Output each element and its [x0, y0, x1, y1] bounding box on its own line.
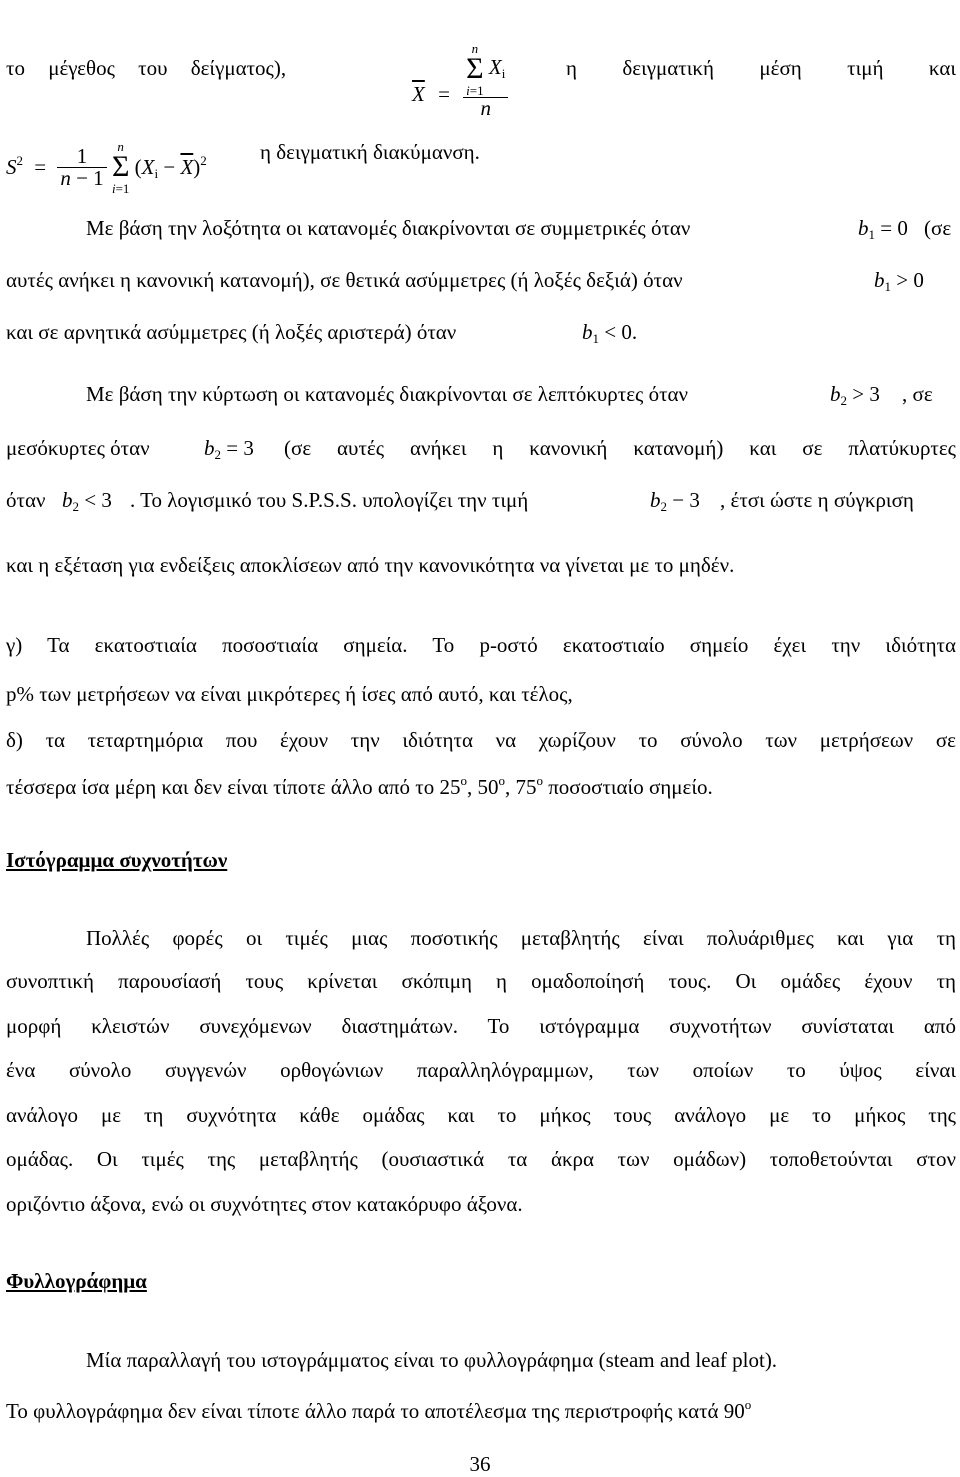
line-text: ομάδας. Οι τιμές της μεταβλητής (ουσιαστικά τα άκρα των ομάδων) τοποθετούνται στον — [6, 1147, 956, 1171]
percentile-line — [6, 774, 713, 798]
line-text: μορφή κλειστών συνεχόμενων διαστημάτων. Το ιστόγραμμα συχνοτήτων συνίσταται από — [6, 1014, 956, 1038]
line-text: ανάλογο με τη συχνότητα κάθε ομάδας και το μήκος τους ανάλογο με το μήκος της — [6, 1103, 956, 1127]
line-text: , 75 — [504, 775, 537, 799]
section-heading-histogram: Ιστόγραμμα συχνοτήτων — [6, 848, 228, 872]
line-text: μεσόκυρτες όταν — [6, 436, 150, 460]
line-text: , σε — [902, 382, 933, 406]
excess-kurtosis-formula: $b_2 - 3$ — [650, 488, 700, 514]
line-text: ένα σύνολο συγγενών ορθογώνιων παραλληλόγραμμων, των οποίων το ύψος είναι — [6, 1058, 956, 1082]
line-text: Με βάση την λοξότητα οι κατανομές διακρίνονται σε συμμετρικές όταν — [86, 216, 691, 240]
line-text: Πολλές φορές οι τιμές μιας ποσοτικής μεταβλητής είναι πολυάριθμες και για τη — [86, 926, 956, 950]
line-text: όταν — [6, 488, 46, 512]
line-text: τέσσερα ίσα μέρη και δεν είναι τίποτε άλλο από το 25 — [6, 775, 461, 799]
kurtosis-meso-formula: $b_2 = 3$ — [204, 436, 254, 462]
line-text-with-sup — [6, 1398, 751, 1422]
kurtosis-lepto-formula: $b_2 > 3$ — [830, 382, 880, 408]
line-text: , 50 — [466, 775, 499, 799]
line-text: γ) Τα εκατοστιαία ποσοστιαία σημεία. Το p-οστό εκατοστιαίο σημείο έχει την ιδιότητα — [6, 633, 956, 657]
skew-positive-formula: $b_1 > 0$ — [874, 268, 924, 294]
line-text: η δειγματική μέση τιμή και — [566, 56, 956, 80]
line-text: Με βάση την κύρτωση οι κατανομές διακρίνονται σε λεπτόκυρτες όταν — [86, 382, 689, 406]
line-text: το μέγεθος του δείγματος), — [6, 56, 287, 80]
line-text: η δειγματική διακύμανση. — [260, 140, 480, 164]
line-text: . Το λογισμικό του S.P.S.S. υπολογίζει την τιμή — [130, 488, 529, 512]
line-text: Το φυλλογράφημα δεν είναι τίποτε άλλο παρά το αποτέλεσμα της περιστροφής κατά 90 — [6, 1399, 745, 1423]
mean-formula: $\overline{X}$ = n Σ i=1 $X_i$ n — [412, 44, 508, 121]
line-text: (σε — [924, 216, 952, 240]
line-text: συνοπτική παρουσίασή τους κρίνεται σκόπιμη η ομαδοποίησή τους. Οι ομάδες έχουν τη — [6, 969, 956, 993]
line-text: ποσοστιαίο σημείο. — [542, 775, 713, 799]
line-text: p% των μετρήσεων να είναι μικρότερες ή ίσες από αυτό, και τέλος, — [6, 682, 573, 706]
line-text: αυτές ανήκει η κανονική κατανομή), σε θετικά ασύμμετρες (ή λοξές δεξιά) όταν — [6, 268, 683, 292]
superscript: ο — [460, 773, 467, 788]
superscript: ο — [744, 1397, 752, 1412]
line-text: (σε αυτές ανήκει η κανονική κατανομή) και σε πλατύκυρτες — [284, 436, 956, 460]
page-number: 36 — [469, 1452, 491, 1476]
superscript: ο — [536, 773, 543, 788]
line-text: οριζόντιο άξονα, ενώ οι συχνότητες στον κατακόρυφο άξονα. — [6, 1192, 523, 1216]
skew-negative-formula: $b_1 < 0$. — [582, 320, 638, 346]
line-text: και σε αρνητικά ασύμμετρες (ή λοξές αριστερά) όταν — [6, 320, 457, 344]
line-text: , έτσι ώστε η σύγκριση — [720, 488, 914, 512]
kurtosis-platy-formula: $b_2 < 3$ — [62, 488, 112, 514]
section-heading-stem-leaf: Φυλλογράφημα — [6, 1269, 147, 1293]
line-text: και η εξέταση για ενδείξεις αποκλίσεων από την κανονικότητα να γίνεται με το μηδέν. — [6, 553, 735, 577]
line-text: Μία παραλλαγή του ιστογράμματος είναι το φυλλογράφημα (steam and leaf plot). — [86, 1348, 778, 1372]
skew-symmetric-formula: $b_1 = 0$ — [858, 216, 908, 242]
line-text: δ) τα τεταρτημόρια που έχουν την ιδιότητα να χωρίζουν το σύνολο των μετρήσεων σε — [6, 728, 956, 752]
superscript: ο — [498, 773, 505, 788]
variance-formula: $S^2$ = $\frac{1}{n - 1}$ n Σ i=1 $(X_i - \overline{X})^2$ — [6, 139, 207, 196]
